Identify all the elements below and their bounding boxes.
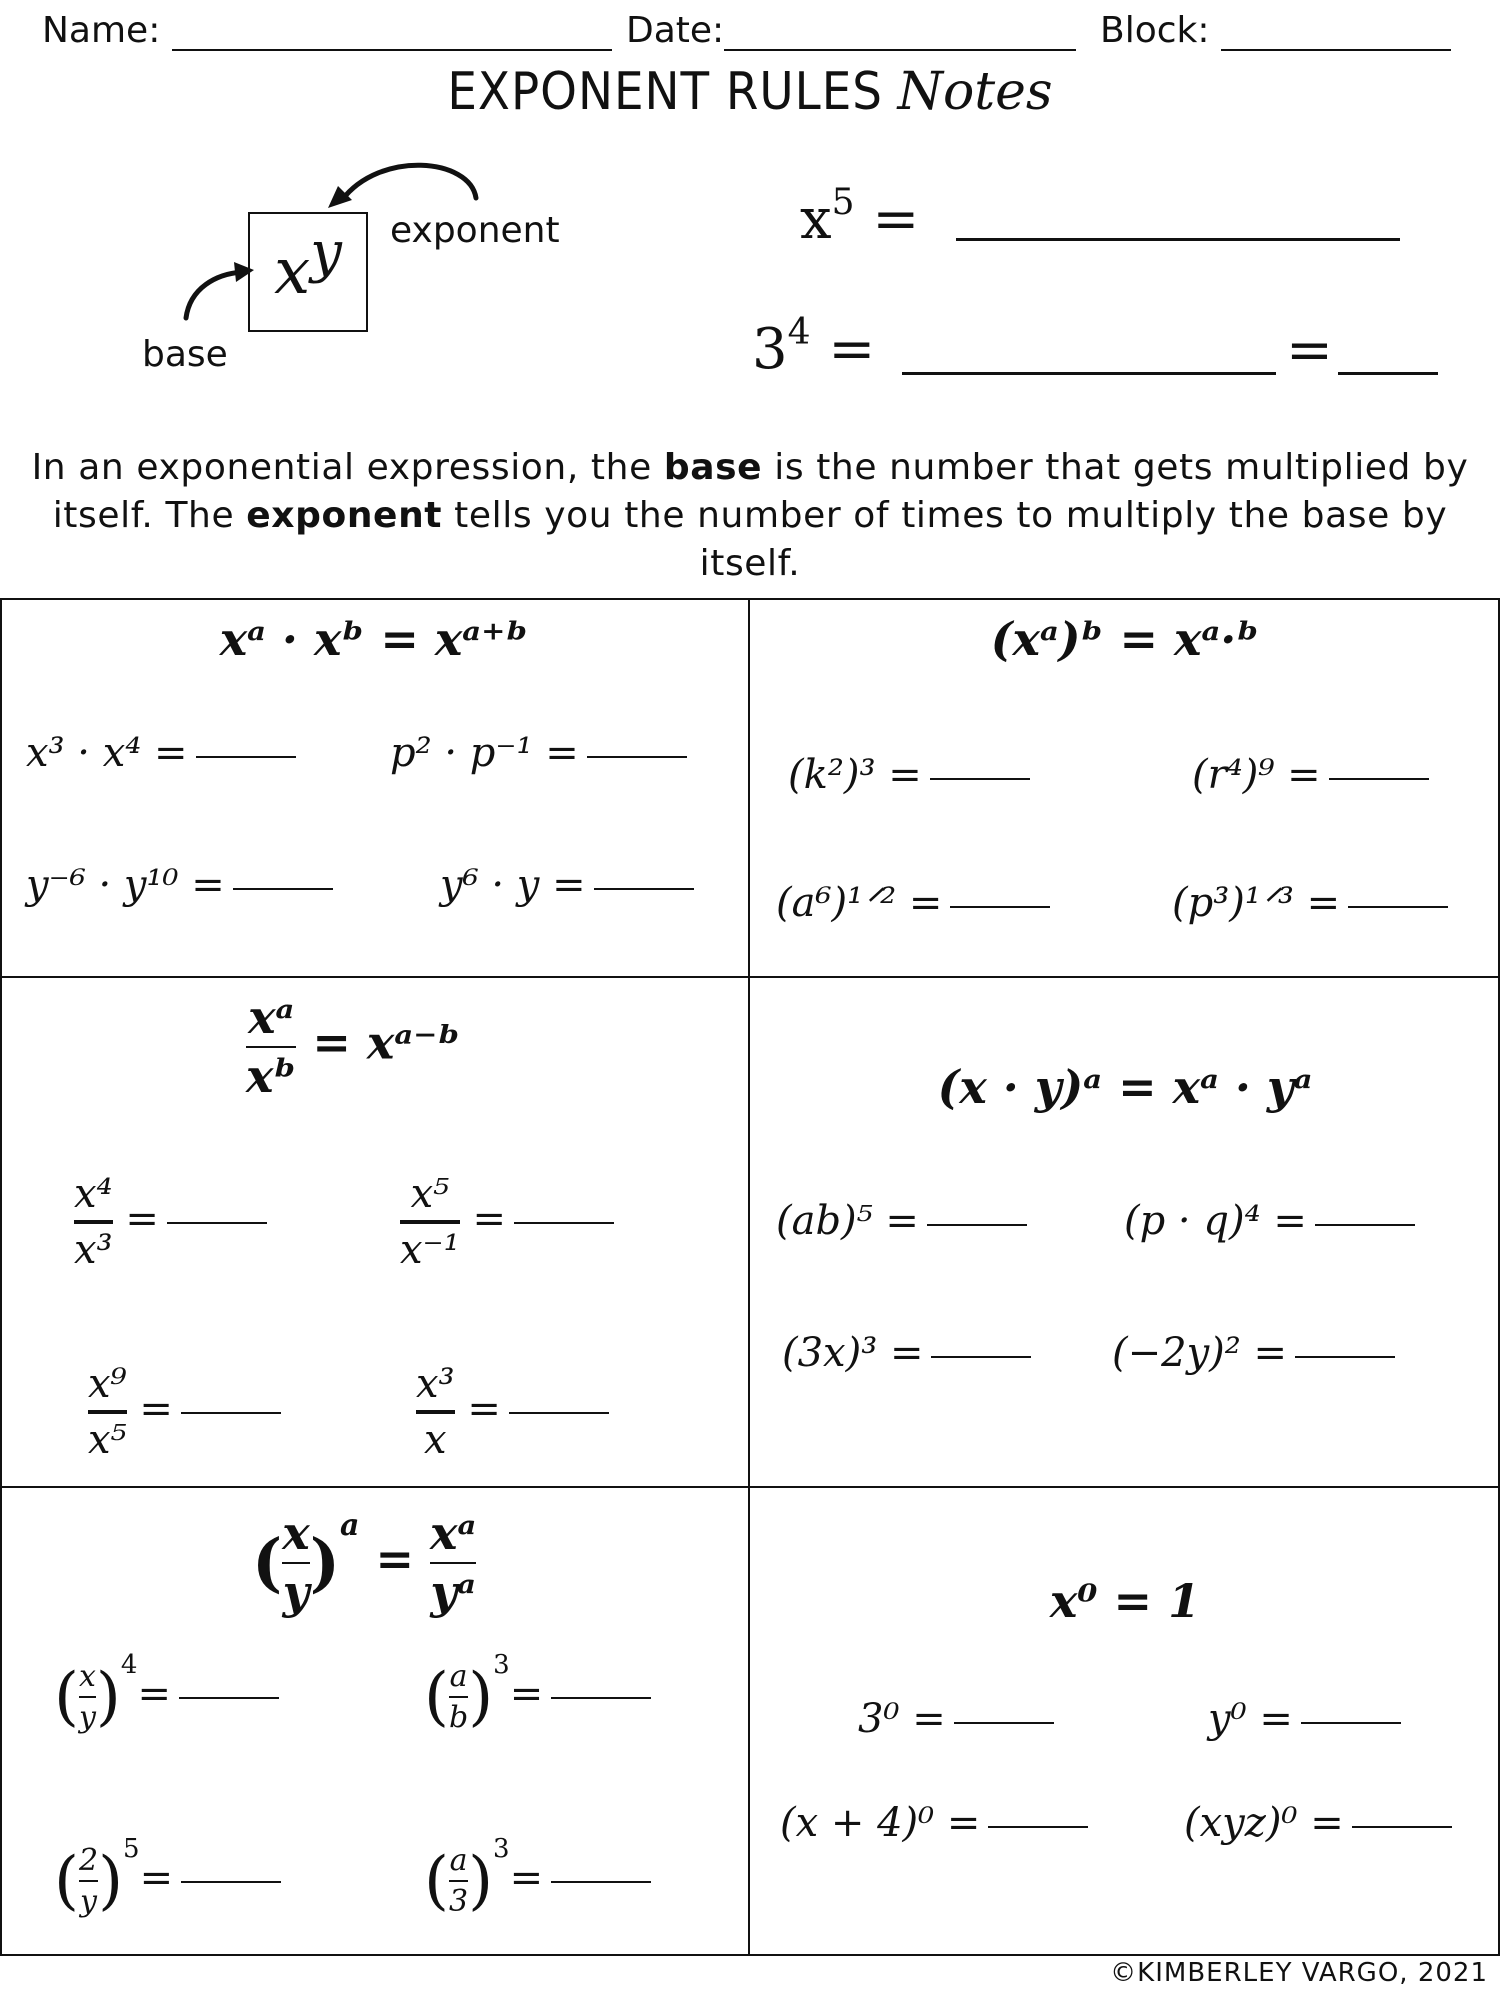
product-item-4: y⁶ · y =	[440, 862, 694, 908]
name-line[interactable]	[42, 10, 612, 51]
answer-blank[interactable]	[1295, 1354, 1395, 1358]
power-item-2: (r⁴)⁹ =	[1192, 752, 1429, 798]
answer-blank[interactable]	[196, 754, 296, 758]
product-power-item-3: (3x)³ =	[782, 1330, 1031, 1376]
ex1-eq: =	[872, 187, 920, 252]
ex2-eq: =	[828, 317, 876, 382]
ex1-base: x	[800, 187, 832, 252]
answer-blank[interactable]	[931, 1354, 1031, 1358]
quotient-power-item-2: ( $\frac{a}{b}$ )$^3$=	[424, 1650, 651, 1734]
answer-blank[interactable]	[950, 904, 1050, 908]
power-rule: (xᵃ)ᵇ = xᵃ·ᵇ	[990, 612, 1260, 666]
name-label: Name:	[42, 10, 161, 51]
ex2-eq2: =	[1286, 318, 1333, 383]
answer-blank[interactable]	[233, 886, 333, 890]
diagram-exponent: y	[310, 220, 342, 285]
answer-blank[interactable]	[167, 1220, 267, 1224]
zero-item-1: 3⁰ =	[858, 1696, 1054, 1742]
product-item-2: p² · p⁻¹ =	[390, 730, 687, 776]
answer-blank[interactable]	[1352, 1824, 1452, 1828]
block-label: Block:	[1100, 10, 1210, 51]
answer-blank[interactable]	[1329, 776, 1429, 780]
product-power-item-2: (p · q)⁴ =	[1124, 1198, 1415, 1244]
quotient-item-4: $\frac{\text{x³}}{x}$ =	[416, 1362, 609, 1462]
answer-blank[interactable]	[988, 1824, 1088, 1828]
name-blank[interactable]	[172, 19, 612, 51]
ex1-exp: 5	[831, 182, 855, 223]
block-line[interactable]	[1100, 10, 1451, 51]
zero-rule: x⁰ = 1	[1049, 1574, 1201, 1628]
title-main: EXPONENT RULES	[447, 62, 883, 122]
def-p2c: tells you the number of times to multiply the base by itself.	[442, 495, 1448, 584]
answer-blank[interactable]	[551, 1695, 651, 1699]
example-x-power-5	[800, 182, 919, 252]
ex2-exp: 4	[787, 312, 811, 353]
product-item-3: y⁻⁶ · y¹⁰ =	[26, 862, 333, 908]
answer-blank[interactable]	[551, 1879, 651, 1883]
date-blank[interactable]	[724, 19, 1076, 51]
answer-blank[interactable]	[181, 1410, 281, 1414]
grid-divider-vertical	[748, 598, 750, 1956]
arrow-to-base-icon	[180, 258, 260, 328]
product-power-item-4: (−2y)² =	[1112, 1330, 1395, 1376]
label-exponent: exponent	[390, 210, 560, 251]
quotient-rule	[246, 992, 460, 1101]
answer-blank[interactable]	[594, 886, 694, 890]
date-label: Date:	[626, 10, 725, 51]
def-p2a: itself. The	[52, 495, 247, 536]
ex1-answer-blank[interactable]	[956, 238, 1400, 241]
rules-grid	[0, 598, 1500, 1956]
product-power-rule: (x · y)ᵃ = xᵃ · yᵃ	[937, 1060, 1313, 1114]
grid-divider-2	[0, 1486, 1500, 1488]
answer-blank[interactable]	[954, 1720, 1054, 1724]
zero-item-4: (xyz)⁰ =	[1184, 1800, 1452, 1846]
definition-paragraph	[0, 444, 1500, 588]
exponent-diagram-expression	[248, 220, 368, 309]
quotient-rule-den: xᵇ	[246, 1048, 297, 1103]
date-line[interactable]	[626, 10, 1076, 51]
title-accent: Notes	[897, 62, 1053, 122]
zero-item-2: y⁰ =	[1208, 1696, 1401, 1742]
product-item-1: x³ · x⁴ =	[26, 730, 296, 776]
answer-blank[interactable]	[514, 1220, 614, 1224]
page-title	[0, 62, 1500, 122]
quotient-item-2: $\frac{\text{x⁵}}{\text{x⁻¹}}$ =	[400, 1172, 614, 1272]
quotient-power-rule: ( $\frac{x}{y}$ )$^a$ = $\frac{\text{xᵃ}}{\text{yᵃ}}$	[252, 1506, 477, 1619]
answer-blank[interactable]	[179, 1695, 279, 1699]
diagram-base: x	[274, 235, 311, 309]
answer-blank[interactable]	[509, 1410, 609, 1414]
quotient-power-item-1: ( $\frac{x}{y}$ )$^4$=	[54, 1650, 279, 1734]
answer-blank[interactable]	[927, 1222, 1027, 1226]
def-p1a: In an exponential expression, the	[31, 447, 664, 488]
def-exponent-term: exponent	[246, 495, 443, 536]
power-item-4: (p³)¹ᐟ³ =	[1172, 880, 1448, 926]
def-base-term: base	[663, 447, 763, 488]
answer-blank[interactable]	[181, 1879, 281, 1883]
power-item-3: (a⁶)¹ᐟ² =	[776, 880, 1050, 926]
answer-blank[interactable]	[1315, 1222, 1415, 1226]
ex2-base: 3	[752, 317, 788, 382]
zero-item-3: (x + 4)⁰ =	[780, 1800, 1088, 1846]
quotient-rule-num: xᵃ	[248, 990, 295, 1044]
quotient-power-item-3: ( $\frac{2}{y}$ )$^5$=	[54, 1834, 281, 1918]
answer-blank[interactable]	[930, 776, 1030, 780]
grid-divider-1	[0, 976, 1500, 978]
answer-blank[interactable]	[587, 754, 687, 758]
label-base: base	[142, 334, 228, 375]
example-3-power-4	[752, 312, 875, 382]
answer-blank[interactable]	[1348, 904, 1448, 908]
product-rule: xᵃ · xᵇ = xᵃ⁺ᵇ	[219, 612, 529, 666]
quotient-item-3: $\frac{\text{x⁹}}{\text{x⁵}}$ =	[88, 1362, 281, 1462]
quotient-power-item-4: ( $\frac{a}{3}$ )$^3$=	[424, 1834, 651, 1918]
ex2-result-blank[interactable]	[1338, 372, 1438, 375]
product-power-item-1: (ab)⁵ =	[776, 1198, 1027, 1244]
power-item-1: (k²)³ =	[788, 752, 1030, 798]
answer-blank[interactable]	[1301, 1720, 1401, 1724]
block-blank[interactable]	[1221, 19, 1451, 51]
quotient-item-1: $\frac{\text{x⁴}}{\text{x³}}$ =	[74, 1172, 267, 1272]
ex2-expanded-blank[interactable]	[902, 372, 1276, 375]
def-p1c: is the number that gets multiplied by	[762, 447, 1469, 488]
quotient-rule-rhs: = xᵃ⁻ᵇ	[312, 1015, 461, 1070]
copyright: ©KIMBERLEY VARGO, 2021	[1110, 1958, 1488, 1988]
